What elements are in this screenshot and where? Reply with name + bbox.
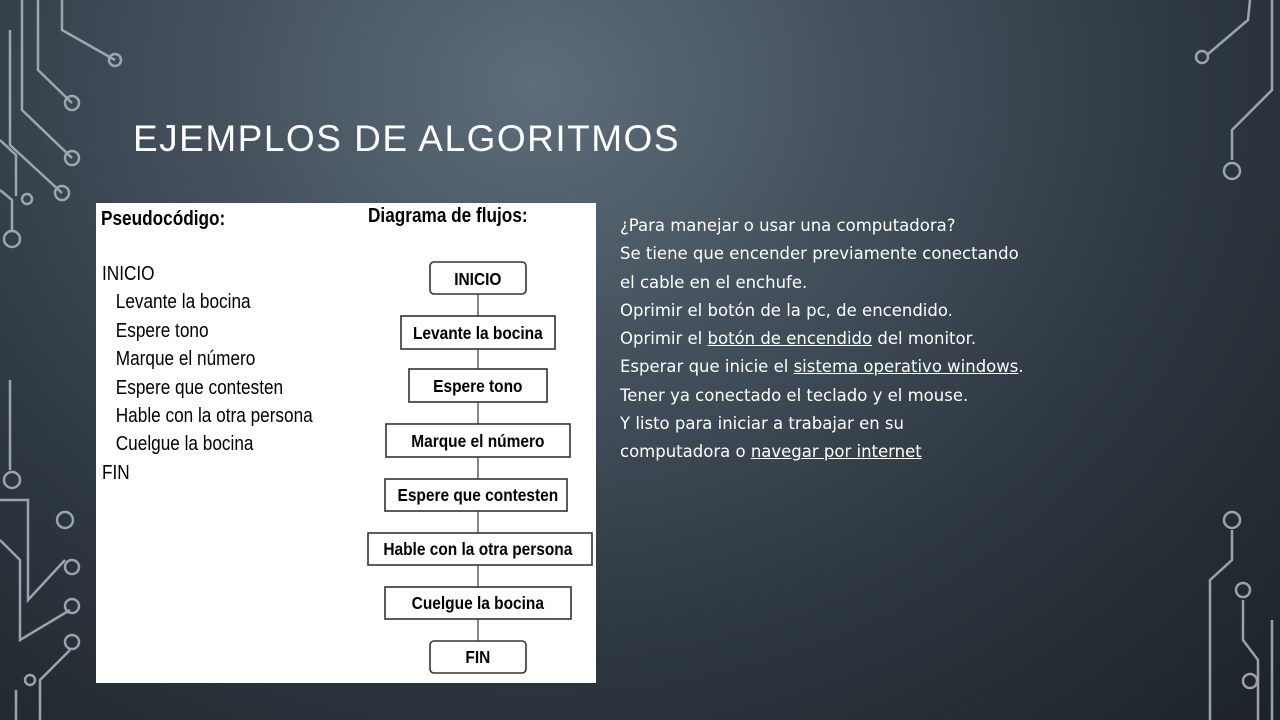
text-line: Tener ya conectado el teclado y el mouse. [620, 385, 969, 405]
text-line: el cable en el enchufe. [620, 272, 808, 292]
flow-step-label: FIN [465, 646, 491, 668]
browse-internet-link[interactable]: navegar por internet [750, 442, 922, 462]
pseudocode-line: Marque el número [115, 348, 256, 371]
slide-title: EJEMPLOS DE ALGORITMOS [133, 118, 681, 159]
pseudocode-line: Cuelgue la bocina [115, 433, 254, 456]
text-segment: del monitor. [872, 329, 977, 349]
flow-step-label: Cuelgue la bocina [411, 592, 544, 614]
pseudocode-line: FIN [102, 461, 130, 484]
text-segment: Esperar que inicie el [620, 357, 794, 377]
flowchart-heading: Diagrama de flujos: [368, 205, 528, 227]
text-line [620, 353, 1100, 381]
flowchart [96, 203, 596, 683]
flow-step-label: Espere que contesten [397, 484, 559, 506]
pseudocode-heading: Pseudocódigo: [101, 208, 226, 230]
text-line: Oprimir el botón de la pc, de encendido. [620, 300, 953, 320]
text-segment: computadora o [620, 442, 751, 462]
text-line: Se tiene que encender previamente conectando [620, 244, 1019, 264]
text-line [620, 438, 1100, 466]
pseudocode-line: Hable con la otra persona [115, 404, 313, 427]
flow-step-label: Levante la bocina [412, 322, 543, 344]
power-button-link[interactable]: botón de encendido [707, 329, 873, 349]
pseudocode-line: Espere que contesten [115, 376, 284, 399]
flow-step-label: Hable con la otra persona [383, 538, 573, 560]
text-segment: Oprimir el [620, 329, 708, 349]
operating-system-link[interactable]: sistema operativo windows [793, 357, 1019, 377]
text-segment: . [1018, 357, 1024, 377]
algorithm-figure [96, 203, 596, 683]
pseudocode-line: Levante la bocina [115, 291, 251, 314]
flow-step-label: INICIO [454, 268, 502, 290]
flow-step-label: Marque el número [411, 430, 545, 452]
text-line: ¿Para manejar o usar una computadora? [620, 216, 956, 235]
flow-step-label: Espere tono [433, 375, 523, 397]
text-line [620, 325, 1100, 353]
pseudocode-line: Espere tono [115, 319, 209, 342]
pseudocode-line: INICIO [102, 263, 155, 285]
instructions-text [620, 212, 1100, 467]
text-line: Y listo para iniciar a trabajar en su [620, 414, 904, 434]
